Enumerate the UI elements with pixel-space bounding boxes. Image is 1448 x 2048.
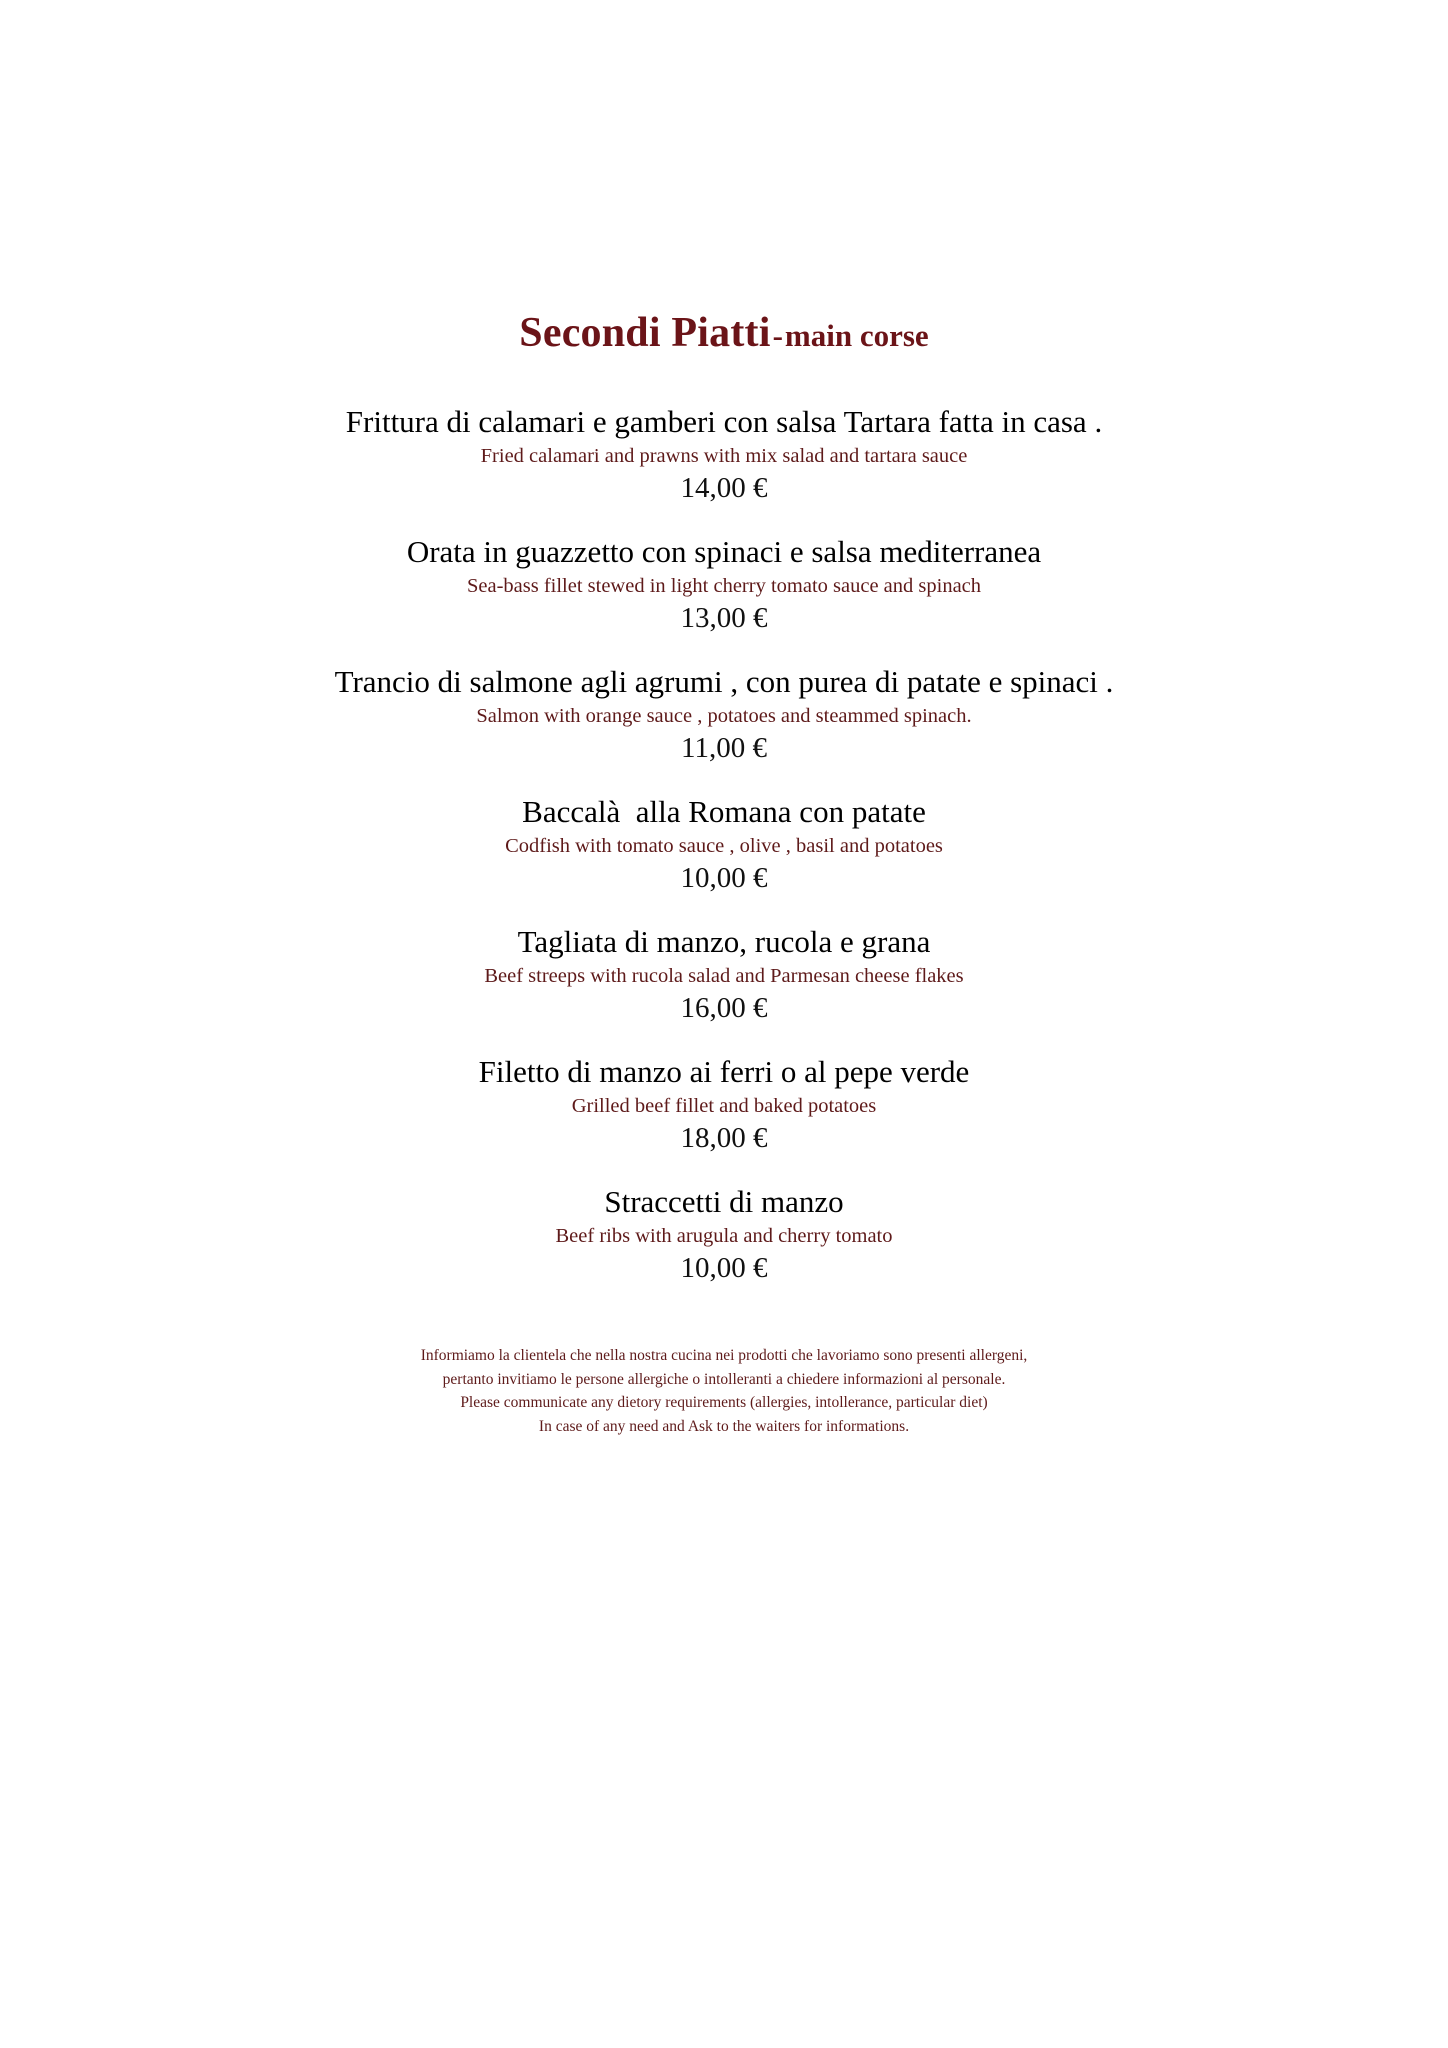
menu-item	[144, 794, 1304, 896]
menu-item-name: Tagliata di manzo, rucola e grana	[517, 924, 931, 959]
menu-item	[144, 404, 1304, 506]
menu-item-description: Grilled beef fillet and baked potatoes	[571, 1094, 877, 1117]
allergen-disclaimer-line: In case of any need and Ask to the waiters for informations.	[538, 1417, 910, 1435]
menu-item-name: Straccetti di manzo	[604, 1184, 844, 1219]
menu-item-price: 11,00 €	[681, 732, 767, 765]
menu-item-name: Orata in guazzetto con spinaci e salsa mediterranea	[406, 534, 1042, 569]
menu-item-name: Filetto di manzo ai ferri o al pepe verde	[478, 1054, 970, 1089]
menu-item-price: 18,00 €	[680, 1122, 768, 1155]
page-title-italian: Secondi Piatti	[519, 310, 771, 356]
menu-item-price: 10,00 €	[680, 862, 768, 895]
menu-item-price: 10,00 €	[680, 1252, 768, 1285]
menu-item	[144, 1054, 1304, 1156]
menu-item	[144, 664, 1304, 766]
menu-item-description: Codfish with tomato sauce , olive , basil and potatoes	[505, 834, 943, 857]
page-title-english: main corse	[784, 318, 929, 353]
menu-item-name: Baccalà alla Romana con patate	[522, 794, 926, 829]
menu-item-price: 14,00 €	[680, 472, 768, 505]
menu-item-name: Trancio di salmone agli agrumi , con purea di patate e spinaci .	[334, 664, 1114, 699]
allergen-disclaimer-line: Informiamo la clientela che nella nostra cucina nei prodotti che lavoriamo sono presenti allergeni,	[420, 1347, 1028, 1364]
menu-item-description: Sea-bass fillet stewed in light cherry tomato sauce and spinach	[466, 574, 982, 597]
allergen-disclaimer-line: pertanto invitiamo le persone allergiche o intolleranti a chiedere informazioni al personale.	[442, 1370, 1006, 1388]
page-title	[0, 0, 1448, 354]
menu-item-description: Fried calamari and prawns with mix salad and tartara sauce	[480, 444, 968, 467]
allergen-disclaimer	[224, 1344, 1224, 1438]
menu-item-name: Frittura di calamari e gamberi con salsa Tartara fatta in casa .	[345, 404, 1103, 439]
menu-item-description: Salmon with orange sauce , potatoes and steammed spinach.	[476, 704, 972, 727]
menu-item-description: Beef streeps with rucola salad and Parmesan cheese flakes	[484, 964, 964, 987]
menu-item	[144, 924, 1304, 1026]
menu-item-price: 13,00 €	[680, 602, 768, 635]
menu-item-description: Beef ribs with arugula and cherry tomato	[555, 1224, 893, 1247]
menu-items-list	[0, 404, 1448, 1286]
page-title-separator: -	[772, 318, 783, 353]
menu-item-price: 16,00 €	[680, 992, 768, 1025]
menu-item	[144, 1184, 1304, 1286]
menu-item	[144, 534, 1304, 636]
allergen-disclaimer-line: Please communicate any dietory requirements (allergies, intollerance, particular diet)	[460, 1394, 988, 1412]
